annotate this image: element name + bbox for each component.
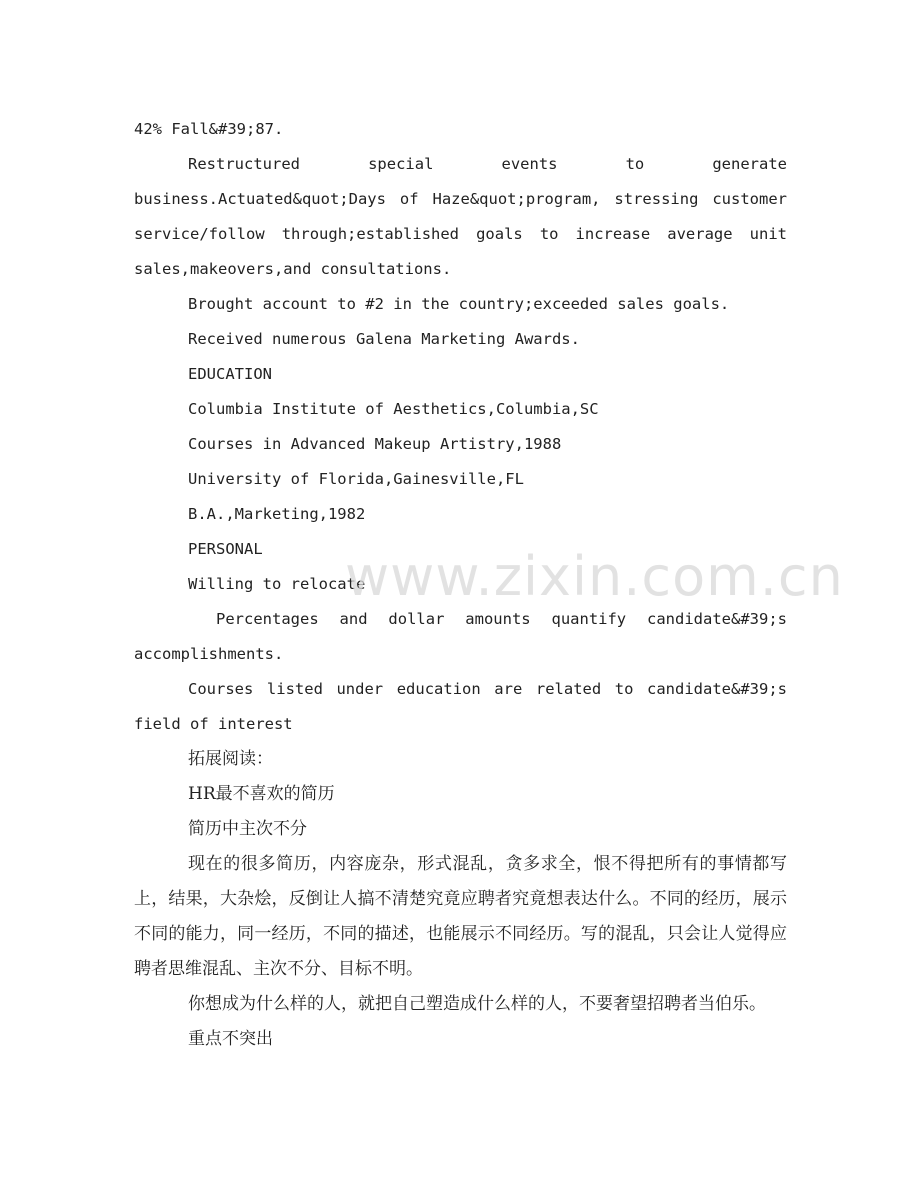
paragraph-special-events: Restructured special events to generate business.Actuated&quot;Days of Haze&quot;program, stressing customer service/follow through;established goals to increase average unit sales,makeovers,and consultations. (134, 155, 787, 278)
note-percentages: Percentages and dollar amounts quantify candidate&#39;s accomplishments. (134, 610, 787, 663)
extended-reading-heading: 拓展阅读： (188, 749, 273, 769)
subheading-no-focus: 重点不突出 (188, 1029, 273, 1049)
paragraph-shape-yourself: 你想成为什么样的人，就把自己塑造成什么样的人，不要奢望招聘者当伯乐。 (188, 994, 766, 1014)
hr-dislike-heading: HR最不喜欢的简历 (188, 784, 335, 804)
watermark: www.zixin.com.cn (345, 545, 844, 608)
paragraph-messy-resume: 现在的很多简历，内容庞杂，形式混乱，贪多求全，恨不得把所有的事情都写上，结果，大杂烩，反倒让人搞不清楚究竟应聘者究竟想表达什么。不同的经历，展示不同的能力，同一经历，不同的描述，也能展示不同经历。写的混乱，只会让人觉得应聘者思维混乱、主次不分、目标不明。 (134, 854, 787, 979)
education-courses: Courses in Advanced Makeup Artistry,1988 (188, 435, 562, 453)
section-heading-personal: PERSONAL (188, 540, 263, 558)
education-university: University of Florida,Gainesville,FL (188, 470, 524, 488)
personal-relocate: Willing to relocate (188, 575, 366, 593)
paragraph-account-rank: Brought account to #2 in the country;exceeded sales goals. (188, 295, 730, 313)
education-degree: B.A.,Marketing,1982 (188, 505, 366, 523)
paragraph-fall-87: 42% Fall&#39;87. (134, 120, 284, 138)
note-courses: Courses listed under education are related to candidate&#39;s field of interest (134, 680, 787, 733)
section-heading-education: EDUCATION (188, 365, 272, 383)
subheading-no-priority: 简历中主次不分 (188, 819, 307, 839)
paragraph-awards: Received numerous Galena Marketing Awards. (188, 330, 580, 348)
education-institute: Columbia Institute of Aesthetics,Columbia,SC (188, 400, 599, 418)
document-body (134, 112, 787, 1057)
